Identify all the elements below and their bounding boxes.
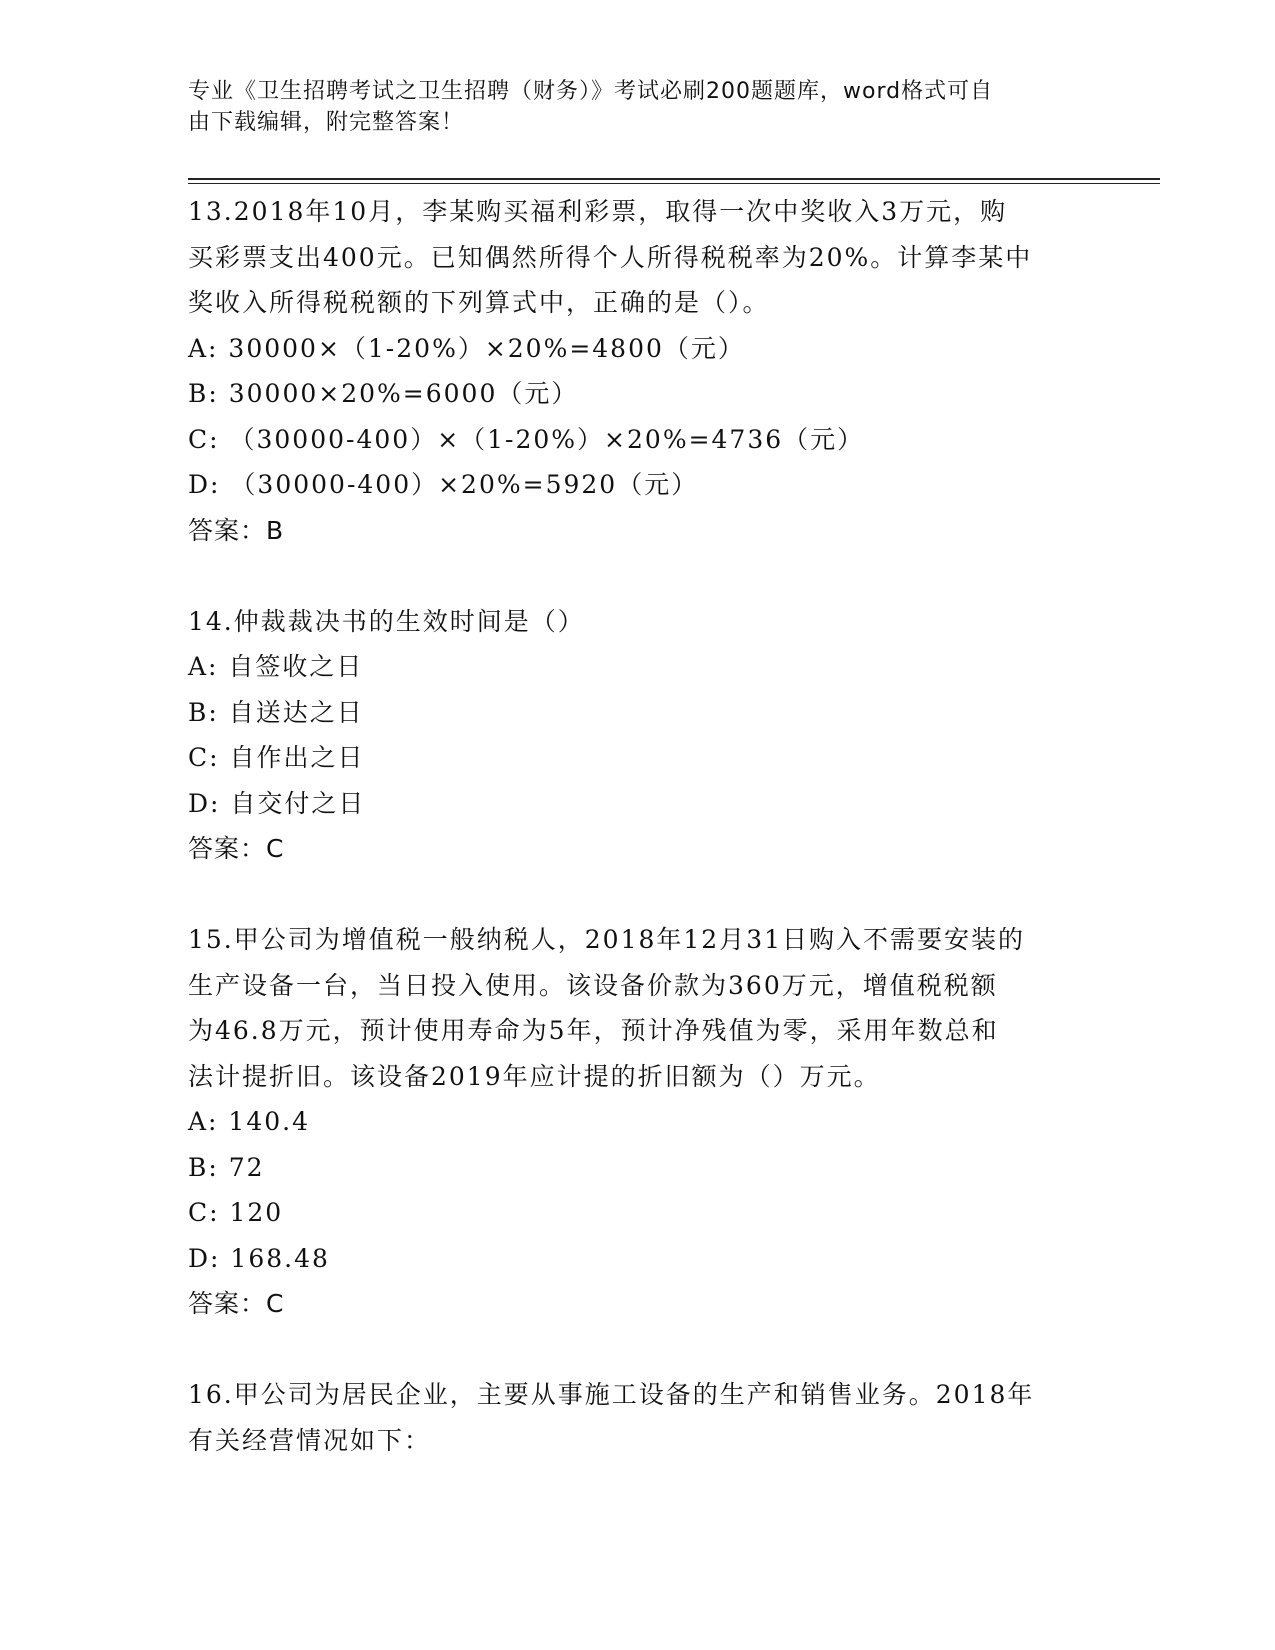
question-list [188,189,1088,1463]
answer-line: 答案：B [188,515,285,545]
question-text-line: 买彩票支出400元。已知偶然所得个人所得税税率为20%。计算李某中 [188,242,1033,272]
question-text-line: 13.2018年10月，李某购买福利彩票，取得一次中奖收入3万元，购 [188,197,1008,226]
option-c: C: 自作出之日 [188,743,365,772]
header-title-line-1: 专业《卫生招聘考试之卫生招聘（财务）》考试必刷200题题库，word格式可自 [188,79,994,104]
option-a: A: 自签收之日 [188,652,364,681]
option-d: D: 168.48 [188,1243,330,1273]
question-15 [188,917,1088,1327]
option-c: C: 120 [188,1198,284,1227]
option-d: D: （30000-400）×20%=5920（元） [188,470,699,499]
header-divider-thick [188,178,1160,180]
spacer [188,553,1088,599]
option-b: B: 自送达之日 [188,697,364,727]
question-text-line: 法计提折旧。该设备2019年应计提的折旧额为（）万元。 [188,1061,881,1091]
spacer [188,872,1088,918]
question-13 [188,189,1088,553]
option-b: B: 30000×20%=6000（元） [188,379,579,408]
header-title-line-2: 由下载编辑，附完整答案！ [188,110,465,135]
question-text-line: 有关经营情况如下： [188,1425,432,1455]
question-text-line: 14.仲裁裁决书的生效时间是（） [188,606,585,636]
spacer [188,1327,1088,1373]
question-text-line: 奖收入所得税税额的下列算式中，正确的是（）。 [188,288,770,317]
option-a: A: 30000×（1-20%）×20%=4800（元） [188,333,745,363]
option-d: D: 自交付之日 [188,788,366,818]
question-14 [188,599,1088,872]
question-text-line: 为46.8万元，预计使用寿命为5年，预计净残值为零，采用年数总和 [188,1016,999,1045]
question-text-line: 生产设备一台，当日投入使用。该设备价款为360万元，增值税税额 [188,970,998,1000]
question-text-line: 16.甲公司为居民企业，主要从事施工设备的生产和销售业务。2018年 [188,1380,1035,1409]
answer-line: 答案：C [188,834,285,863]
option-a: A: 140.4 [188,1107,310,1136]
answer-line: 答案：C [188,1289,285,1318]
option-b: B: 72 [188,1152,265,1182]
question-text-line: 15.甲公司为增值税一般纳税人，2018年12月31日购入不需要安装的 [188,925,1026,954]
document-header [188,76,1068,138]
question-16 [188,1372,1088,1463]
option-c: C: （30000-400）×（1-20%）×20%=4736（元） [188,424,865,454]
header-divider-thin [188,183,1160,184]
